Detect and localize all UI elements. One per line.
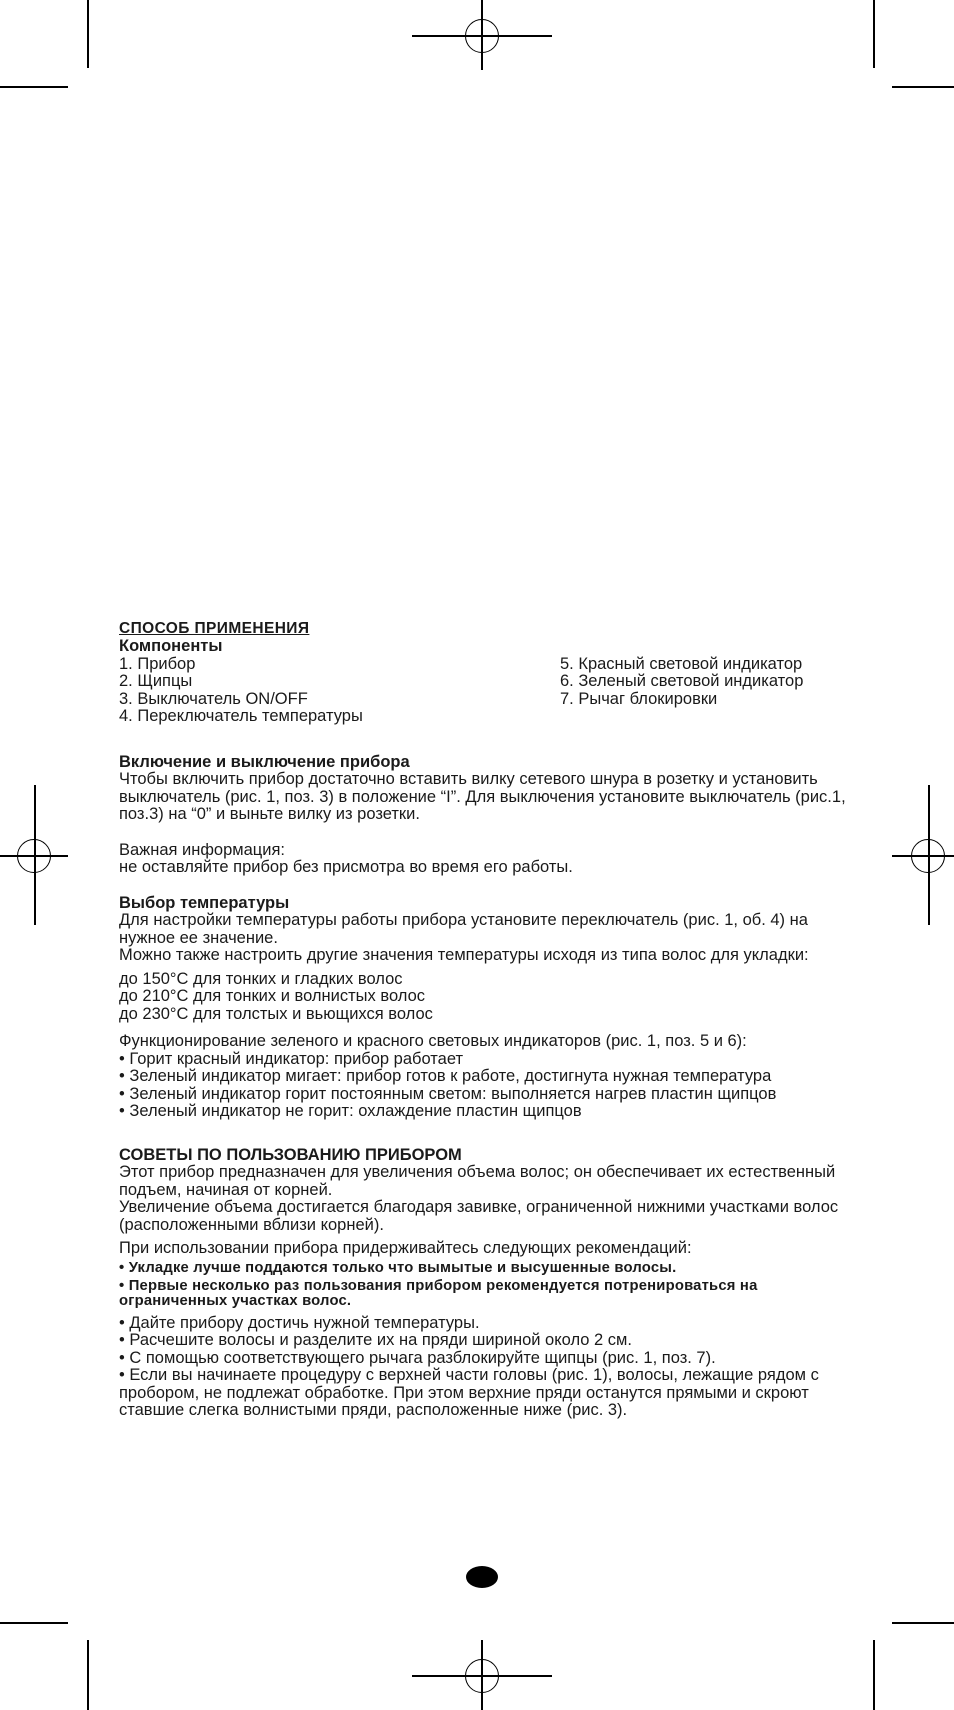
component-item: 3. Выключатель ON/OFF — [119, 689, 308, 708]
tips-bullet: • Дайте прибору достичь нужной температуры. — [119, 1313, 480, 1332]
tips-bullet: • Если вы начинаете процедуру с верхней части головы (рис. 1), волосы, лежащие рядом с пробором, не подлежат обработке. При этом верхние пряди останутся прямыми и скроют ставшие слегка волнистыми пряди, расположенные ниже (рис. 3). — [119, 1366, 819, 1419]
indicator-item: • Зеленый индикатор мигает: прибор готов к работе, достигнута нужная температура — [119, 1067, 772, 1085]
component-item: 5. Красный световой индикатор — [560, 654, 803, 673]
temperature-text-2: Можно также настроить другие значения температуры исходя из типа волос для укладки: — [119, 946, 809, 964]
tips-bold-bullet: • Укладке лучше поддаются только что вымытые и высушенные волосы. — [119, 1259, 677, 1276]
temperature-text-1: Для настройки температуры работы прибора установите переключатель (рис. 1, об. 4) на нужное ее значение. — [119, 911, 808, 947]
component-item: 6. Зеленый световой индикатор — [560, 672, 804, 690]
components-heading: Компоненты — [119, 637, 223, 655]
important-text: не оставляйте прибор без присмотра во время его работы. — [119, 858, 573, 876]
indicator-item: • Горит красный индикатор: прибор работает — [119, 1049, 464, 1068]
component-item: 2. Щипцы — [119, 672, 193, 690]
tips-text-1: Этот прибор предназначен для увеличения объема волос; он обеспечивает их естественный подъем, начиная от корней. — [119, 1163, 836, 1199]
important-label: Важная информация: — [119, 840, 285, 859]
temperature-option: до 150°C для тонких и гладких волос — [119, 969, 403, 988]
temperature-heading: Выбор температуры — [119, 893, 290, 912]
crop-mark — [0, 1622, 68, 1624]
section-title: СПОСОБ ПРИМЕНЕНИЯ — [119, 620, 310, 637]
temperature-option: до 230°C для толстых и вьющихся волос — [119, 1004, 433, 1023]
crop-mark — [87, 1640, 89, 1710]
tips-bold-bullet: • Первые несколько раз пользования прибором рекомендуется потренироваться на ограниченных участках волос. — [119, 1277, 758, 1309]
components-right-column — [560, 656, 860, 709]
tips-bullet: • Расчешите волосы и разделите их на пряди шириной около 2 см. — [119, 1331, 632, 1349]
indicator-item: • Зеленый индикатор горит постоянным светом: выполняется нагрев пластин щипцов — [119, 1084, 777, 1103]
components-left-column — [119, 656, 559, 726]
tips-heading: СОВЕТЫ ПО ПОЛЬЗОВАНИЮ ПРИБОРОМ — [119, 1145, 462, 1164]
crop-mark — [892, 1622, 954, 1624]
page-content — [119, 620, 859, 1420]
tips-text-2: Увеличение объема достигается благодаря завивке, ограниченной нижними участками волос (расположенными вблизи корней). — [119, 1198, 839, 1234]
component-item: 7. Рычаг блокировки — [560, 689, 718, 708]
components-list — [119, 656, 859, 728]
temperature-option: до 210°C для тонких и волнистых волос — [119, 987, 426, 1005]
component-item: 1. Прибор — [119, 654, 196, 673]
crop-mark — [0, 86, 68, 88]
component-item: 4. Переключатель температуры — [119, 707, 363, 725]
indicators-intro: Функционирование зеленого и красного световых индикаторов (рис. 1, поз. 5 и 6): — [119, 1032, 747, 1050]
power-text: Чтобы включить прибор достаточно вставить вилку сетевого шнура в розетку и установить выключатель (рис. 1, поз. 3) в положение “I”. Для выключения установите выключатель (рис.1, поз.3) на “0” и выньте вилку из розетки. — [119, 770, 846, 823]
power-heading: Включение и выключение прибора — [119, 752, 410, 771]
crop-mark — [873, 1640, 875, 1710]
crop-mark — [892, 86, 954, 88]
page-marker-dot — [466, 1566, 498, 1588]
tips-intro: При использовании прибора придерживайтесь следующих рекомендаций: — [119, 1239, 692, 1257]
crop-mark — [873, 0, 875, 68]
indicator-item: • Зеленый индикатор не горит: охлаждение пластин щипцов — [119, 1102, 582, 1120]
tips-bullet: • С помощью соответствующего рычага разблокируйте щипцы (рис. 1, поз. 7). — [119, 1348, 716, 1367]
crop-mark — [87, 0, 89, 68]
